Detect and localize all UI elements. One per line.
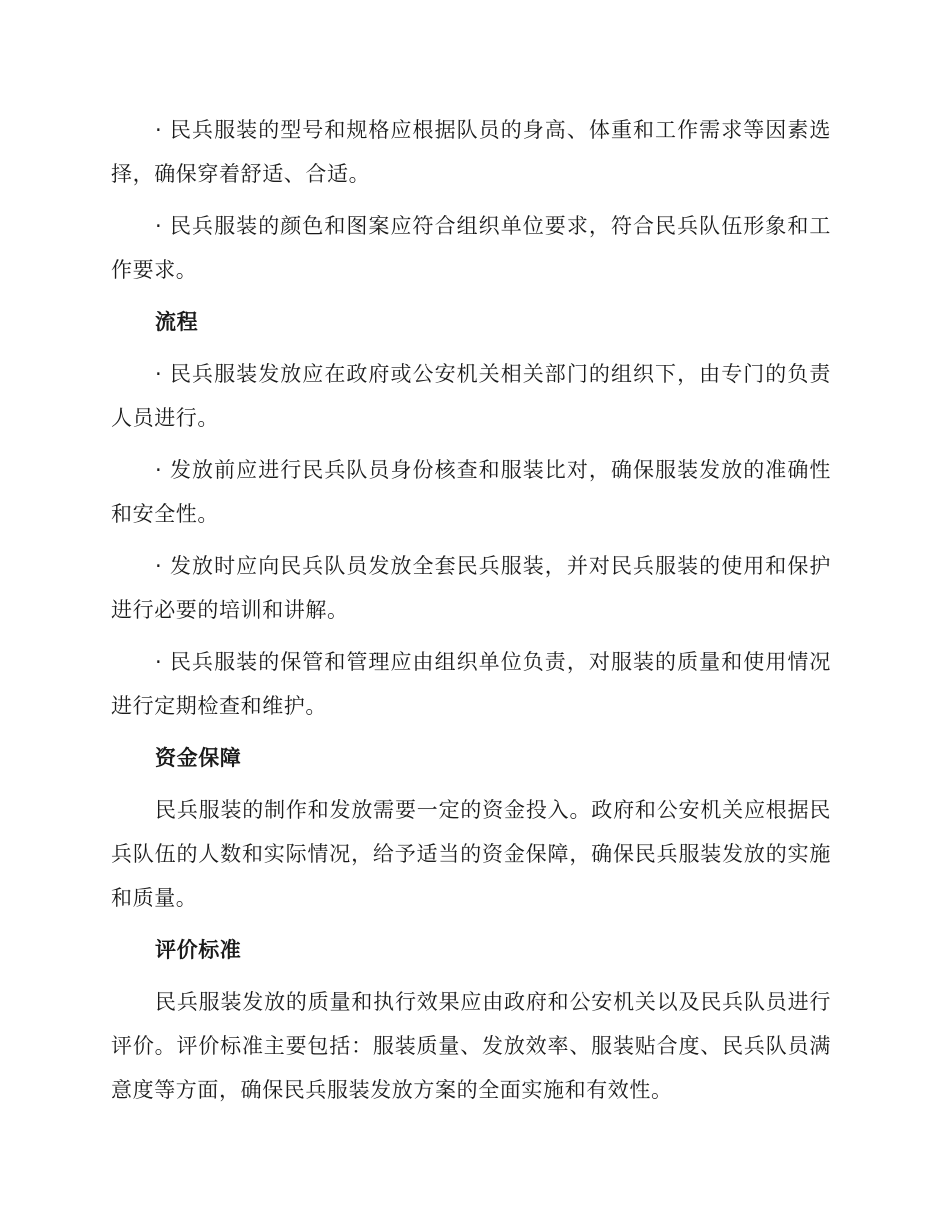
section-heading-process: 流程 [155,310,199,334]
section-heading-evaluation: 评价标准 [155,938,242,962]
bullet-paragraph-organize: · 民兵服装发放应在政府或公安机关相关部门的组织下，由专门的负责人员进行。 [111,362,831,430]
paragraph-evaluation: 民兵服装发放的质量和执行效果应由政府和公安机关以及民兵队员进行评价。评价标准主要包括：服装质量、发放效率、服装贴合度、民兵队员满意度等方面，确保民兵服装发放方案的全面实施和有效性。 [111,990,831,1102]
bullet-paragraph-manage: · 民兵服装的保管和管理应由组织单位负责，对服装的质量和使用情况进行定期检查和维护。 [111,650,831,718]
paragraph-funding: 民兵服装的制作和发放需要一定的资金投入。政府和公安机关应根据民兵队伍的人数和实际情况，给予适当的资金保障，确保民兵服装发放的实施和质量。 [111,798,831,910]
bullet-paragraph-size: · 民兵服装的型号和规格应根据队员的身高、体重和工作需求等因素选择，确保穿着舒适、合适。 [111,118,831,186]
section-heading-funding: 资金保障 [155,746,242,770]
bullet-paragraph-distribute: · 发放时应向民兵队员发放全套民兵服装，并对民兵服装的使用和保护进行必要的培训和讲解。 [111,554,831,622]
bullet-paragraph-color: · 民兵服装的颜色和图案应符合组织单位要求，符合民兵队伍形象和工作要求。 [111,214,831,282]
bullet-paragraph-verify: · 发放前应进行民兵队员身份核查和服装比对，确保服装发放的准确性和安全性。 [111,458,831,526]
document-body [111,108,831,1120]
